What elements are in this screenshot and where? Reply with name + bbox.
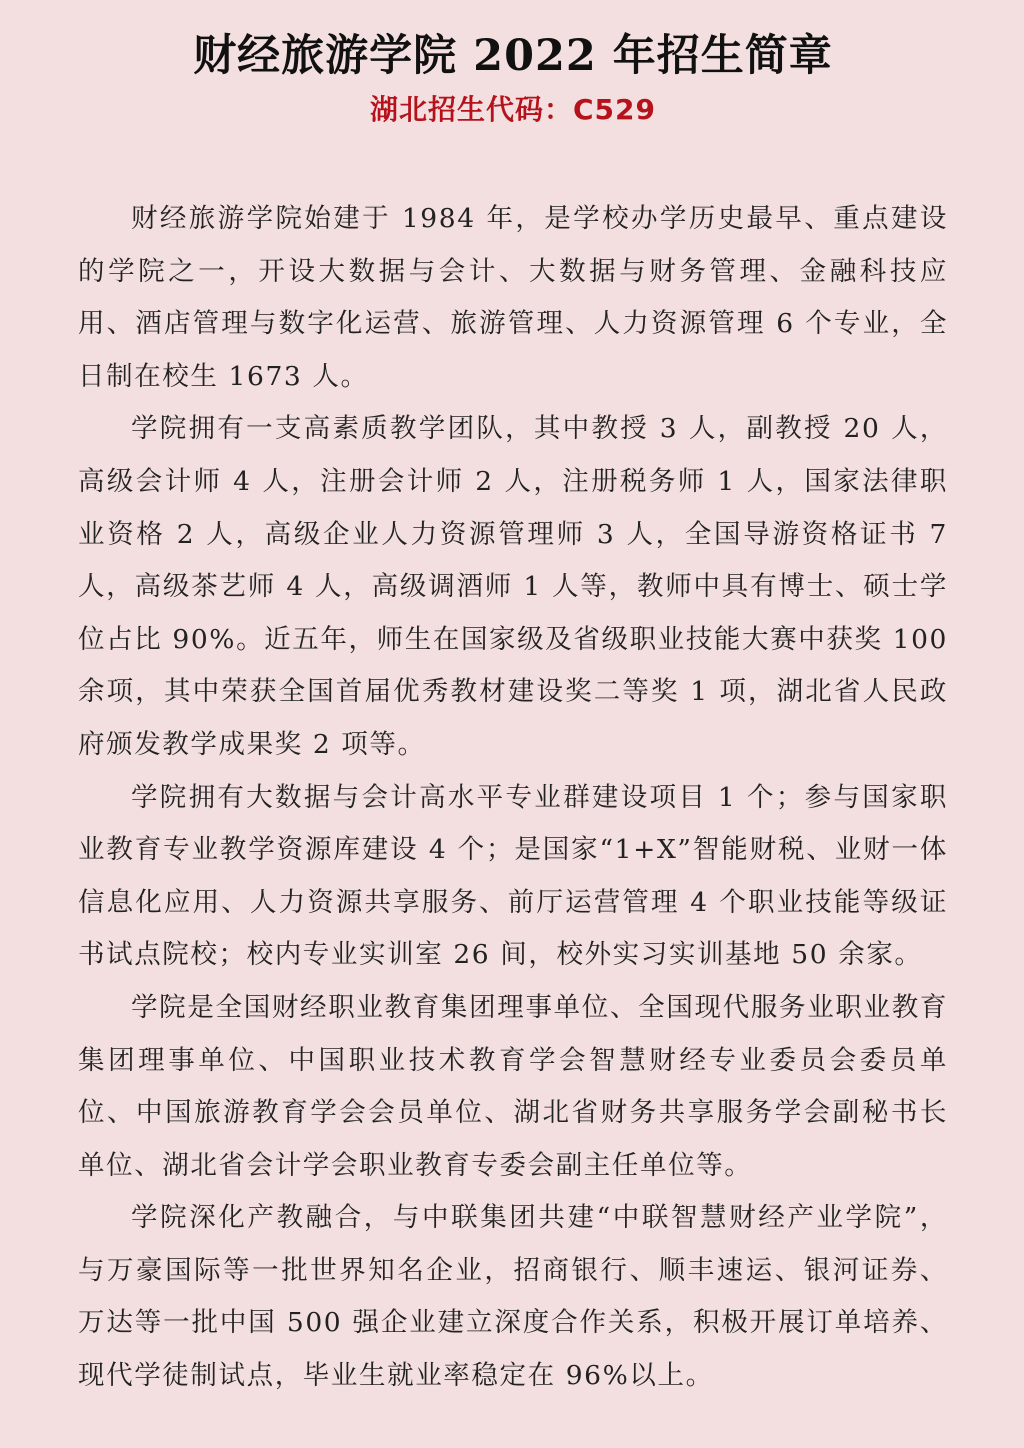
paragraph-faculty: 学院拥有一支高素质教学团队，其中教授 3 人，副教授 20 人，高级会计师 4 人，注册会计师 2 人，注册税务师 1 人，国家法律职业资格 2 人，高级企业人力资源管理师 3 人，全国导游资格证书 7 人，高级茶艺师 4 人，高级调酒师 1 人等，教师中具有博士、硕士学位占比 90%。近五年，师生在国家级及省级职业技能大赛中获奖 100 余项，其中荣获全国首届优秀教材建设奖二等奖 1 项，湖北省人民政府颁发教学成果奖 2 项等。 bbox=[78, 413, 948, 760]
paragraph-resources: 学院拥有大数据与会计高水平专业群建设项目 1 个；参与国家职业教育专业教学资源库建设 4 个；是国家“1+X”智能财税、业财一体信息化应用、人力资源共享服务、前厅运营管理 4 个职业技能等级证书试点院校；校内专业实训室 26 间，校外实习实训基地 50 余家。 bbox=[78, 781, 948, 971]
paragraph-industry: 学院深化产教融合，与中联集团共建“中联智慧财经产业学院”，与万豪国际等一批世界知名企业，招商银行、顺丰速运、银河证券、万达等一批中国 500 强企业建立深度合作关系，积极开展订单培养、现代学徒制试点，毕业生就业率稳定在 96%以上。 bbox=[78, 1202, 948, 1392]
page-title: 财经旅游学院 2022 年招生简章 bbox=[193, 31, 833, 81]
enrollment-code: 湖北招生代码：C529 bbox=[370, 93, 656, 126]
body-text bbox=[78, 193, 948, 1403]
paragraph-history: 财经旅游学院始建于 1984 年，是学校办学历史最早、重点建设的学院之一，开设大数据与会计、大数据与财务管理、金融科技应用、酒店管理与数字化运营、旅游管理、人力资源管理 6 个专业，全日制在校生 1673 人。 bbox=[78, 203, 948, 392]
paragraph-memberships: 学院是全国财经职业教育集团理事单位、全国现代服务业职业教育集团理事单位、中国职业技术教育学会智慧财经专业委员会委员单位、中国旅游教育学会会员单位、湖北省财务共享服务学会副秘书长单位、湖北省会计学会职业教育专委会副主任单位等。 bbox=[78, 991, 948, 1181]
